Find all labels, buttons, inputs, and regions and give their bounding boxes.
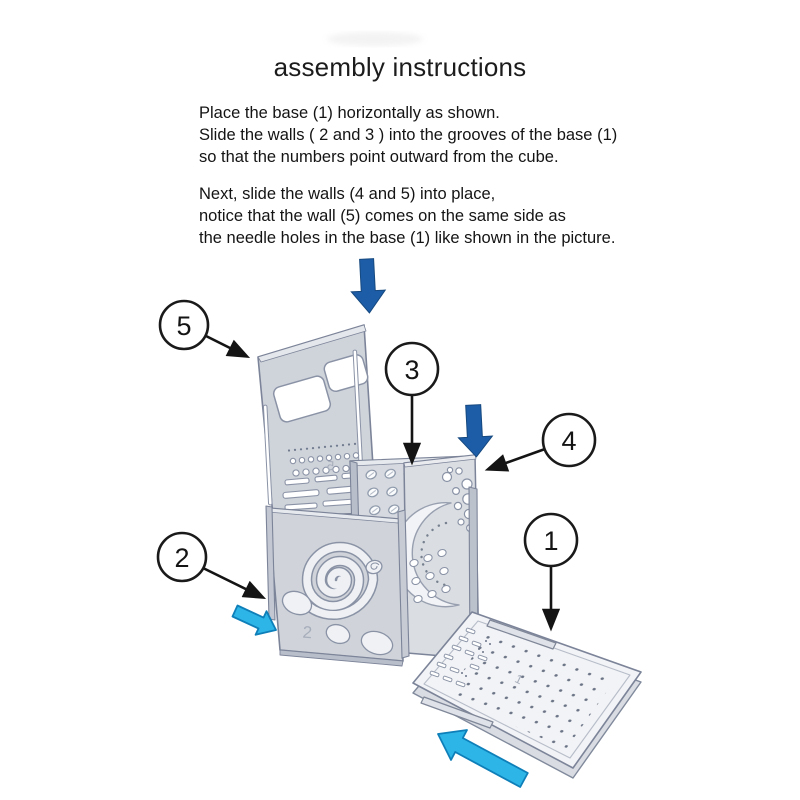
instruction-line: the needle holes in the base (1) like shown in the picture. [199,229,616,247]
instruction-line: notice that the wall (5) comes on the same side as [199,207,566,225]
instruction-line: Slide the walls ( 2 and 3 ) into the grooves of the base (1) [199,126,618,144]
label-text-4: 4 [561,426,577,456]
insert-arrow-top [350,258,387,314]
label-circle-4 [543,414,595,466]
label-circle-5 [160,301,208,349]
label-text-2: 2 [174,543,190,573]
label-text-5: 5 [176,311,192,341]
label-circle-3 [386,343,438,395]
label-text-1: 1 [543,526,559,556]
label-circle-2 [158,533,206,581]
wall-2-engraving: 2 [301,622,313,643]
label-text-3: 3 [404,355,420,385]
base-engraving: 1 [512,671,525,688]
wall-5-engraving: 5 [326,457,335,474]
leader-arrow-2 [203,568,262,597]
leader-arrow-5 [206,336,246,356]
instruction-line: Next, slide the walls (4 and 5) into place, [199,185,496,203]
wall-2-panel [266,506,403,666]
label-circle-1 [525,514,577,566]
instruction-line: so that the numbers point outward from the cube. [199,148,559,166]
page-title: assembly instructions [273,52,527,82]
watermark-smudge [327,32,423,46]
instruction-line: Place the base (1) horizontally as shown. [199,104,500,122]
insert-arrow-right [457,404,494,458]
leader-arrow-4 [489,449,545,469]
